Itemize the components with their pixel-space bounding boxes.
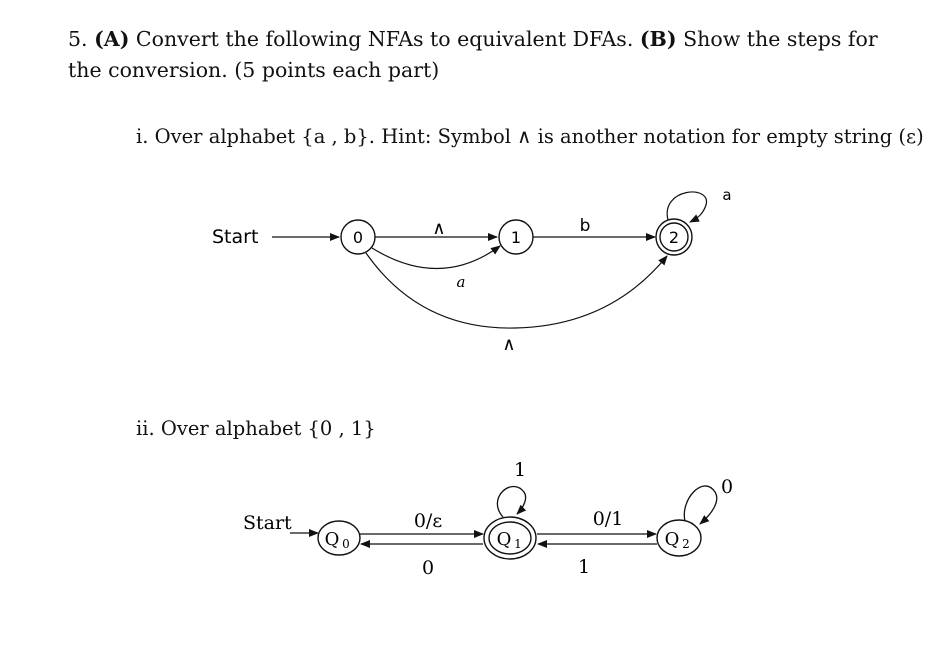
nfa2-edge-q1-q1 [497, 486, 525, 517]
nfa2-state-q2-sub: 2 [682, 537, 690, 551]
nfa2-edge-q2-q1-label: 1 [577, 556, 591, 578]
nfa2-edge-q1-q0-label: 0 [421, 557, 435, 579]
nfa1-start-label: Start [212, 226, 259, 248]
nfa2-state-q1-label: Q [496, 529, 512, 550]
nfa1-edge-2-2-a-label: a [722, 186, 732, 204]
nfa2-edge-q1-q1-label: 1 [513, 459, 527, 481]
part-b-label: (B) [639, 27, 677, 51]
nfa1-edge-0-2-lambda-label: ∧ [502, 334, 516, 355]
part-b-text: Show the steps for the conversion. (5 points each part) [68, 27, 878, 82]
part1-heading: i. Over alphabet {a , b}. Hint: Symbol ∧ is another notation for empty string (ε) [136, 125, 924, 148]
nfa2-start-label: Start [243, 512, 292, 534]
question-number: 5. [68, 27, 88, 51]
part-a-label: (A) [94, 27, 130, 51]
nfa1-edge-0-1-lambda-label: ∧ [432, 218, 446, 239]
part2-heading: ii. Over alphabet {0 , 1} [136, 417, 376, 440]
nfa1-state-1-label: 1 [510, 228, 522, 247]
part-a-text: Convert the following NFAs to equivalent DFAs. [129, 27, 640, 51]
nfa1-edge-2-2-a [667, 192, 706, 222]
nfa2-edge-q1-q2-label: 0/1 [592, 508, 624, 530]
nfa1-edge-0-1-a-label: a [456, 273, 466, 291]
nfa2-edge-q2-q2 [684, 486, 716, 524]
nfa2-state-q1-sub: 1 [514, 537, 522, 551]
nfa1-state-0-label: 0 [352, 228, 364, 247]
nfa2 [243, 459, 733, 579]
nfa1 [212, 186, 732, 355]
nfa1-state-2-label: 2 [668, 228, 680, 247]
nfa2-state-q0-sub: 0 [342, 537, 350, 551]
nfa1-edge-1-2-b-label: b [579, 216, 591, 236]
nfa2-state-q2-label: Q [664, 529, 680, 550]
nfa1-edge-0-2-lambda [366, 253, 667, 328]
nfa2-edge-q2-q2-label: 0 [720, 476, 734, 498]
nfa1-edge-0-1-a [372, 246, 500, 269]
nfa2-edge-q0-q1-label: 0/ε [413, 510, 443, 532]
nfa2-state-q0-label: Q [324, 529, 340, 550]
